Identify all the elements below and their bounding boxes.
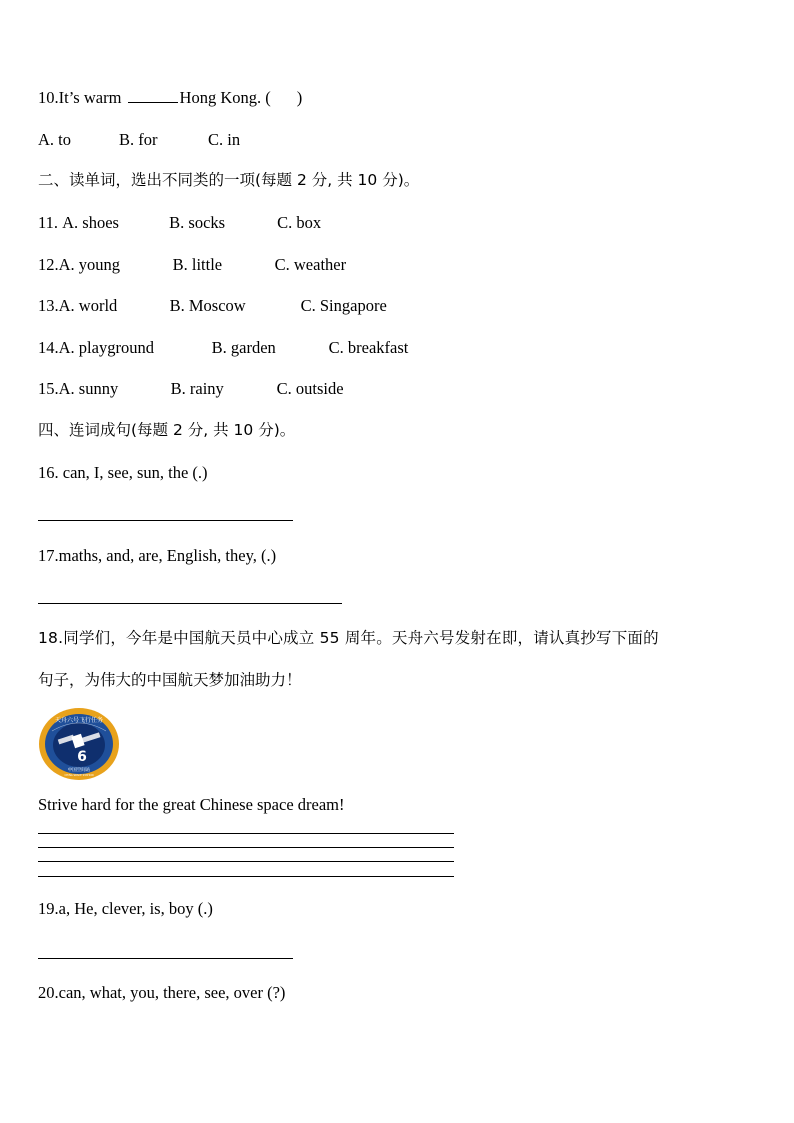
q14-row: [38, 338, 408, 358]
q10-options: [38, 130, 240, 150]
q18-prompt-line2: 句子，为伟大的中国航天梦加油助力！: [38, 671, 302, 689]
q18-copy-line-4[interactable]: [38, 876, 454, 877]
q13-row: [38, 296, 387, 316]
badge-six: 6: [77, 749, 87, 765]
q13-number: 13.: [38, 296, 59, 315]
q10-option-b[interactable]: B. for: [119, 130, 158, 149]
q18-prompt-line1: 18.同学们，今年是中国航天员中心成立 55 周年。天舟六号发射在即，请认真抄写下面的: [38, 629, 659, 647]
badge-top-text: 天舟六号飞行任务: [54, 717, 104, 724]
q15-number: 15.: [38, 379, 59, 398]
q12-number: 12.: [38, 255, 59, 274]
q13-option-a[interactable]: A. world: [58, 296, 118, 315]
q15-row: [38, 379, 344, 399]
q10-stem-a: 10.It’s warm: [38, 88, 126, 107]
q20-prompt: 20.can, what, you, there, see, over (?): [38, 983, 286, 1002]
q11-option-c[interactable]: C. box: [277, 213, 322, 232]
q11-option-b[interactable]: B. socks: [169, 213, 226, 232]
q10-option-c[interactable]: C. in: [208, 130, 241, 149]
q19-prompt: 19.a, He, clever, is, boy (.): [38, 899, 213, 918]
q12-option-a[interactable]: A. young: [58, 255, 121, 274]
q14-number: 14.: [38, 338, 59, 357]
section4-title: 四、连词成句(每题 2 分, 共 10 分)。: [38, 421, 296, 439]
q16-answer-line[interactable]: [38, 520, 293, 521]
q13-option-b[interactable]: B. Moscow: [169, 296, 246, 315]
section2-title: 二、读单词，选出不同类的一项(每题 2 分, 共 10 分)。: [38, 171, 420, 189]
badge-sub-text: CHINA SPACE STATION: [64, 774, 94, 777]
q10-blank[interactable]: [128, 88, 178, 103]
q18-copy-line-2[interactable]: [38, 847, 454, 848]
q17-answer-line[interactable]: [38, 603, 342, 604]
q10-option-a[interactable]: A. to: [38, 130, 71, 149]
badge-bottom-text: 中国空间站: [67, 768, 91, 773]
q14-option-a[interactable]: A. playground: [58, 338, 154, 357]
q11-row: [38, 213, 321, 233]
mission-badge: [38, 707, 120, 781]
q10-stem-c: ): [296, 88, 303, 107]
q14-option-c[interactable]: C. breakfast: [328, 338, 409, 357]
q18-sentence: Strive hard for the great Chinese space dream!: [38, 795, 345, 814]
q12-option-b[interactable]: B. little: [172, 255, 223, 274]
q15-option-b[interactable]: B. rainy: [170, 379, 224, 398]
q17-prompt: 17.maths, and, are, English, they, (.): [38, 546, 277, 565]
q12-option-c[interactable]: C. weather: [274, 255, 347, 274]
q16-prompt: 16. can, I, see, sun, the (.): [38, 463, 208, 482]
q14-option-b[interactable]: B. garden: [211, 338, 276, 357]
q12-row: [38, 255, 346, 275]
q15-option-a[interactable]: A. sunny: [58, 379, 119, 398]
q10-stem: [38, 88, 302, 108]
q15-option-c[interactable]: C. outside: [276, 379, 344, 398]
q18-copy-line-1[interactable]: [38, 833, 454, 834]
q18-copy-line-3[interactable]: [38, 861, 454, 862]
q11-number: 11.: [38, 213, 59, 232]
q10-stem-b: Hong Kong. (: [179, 88, 271, 107]
q13-option-c[interactable]: C. Singapore: [300, 296, 387, 315]
q11-option-a[interactable]: A. shoes: [62, 213, 119, 232]
q19-answer-line[interactable]: [38, 958, 293, 959]
